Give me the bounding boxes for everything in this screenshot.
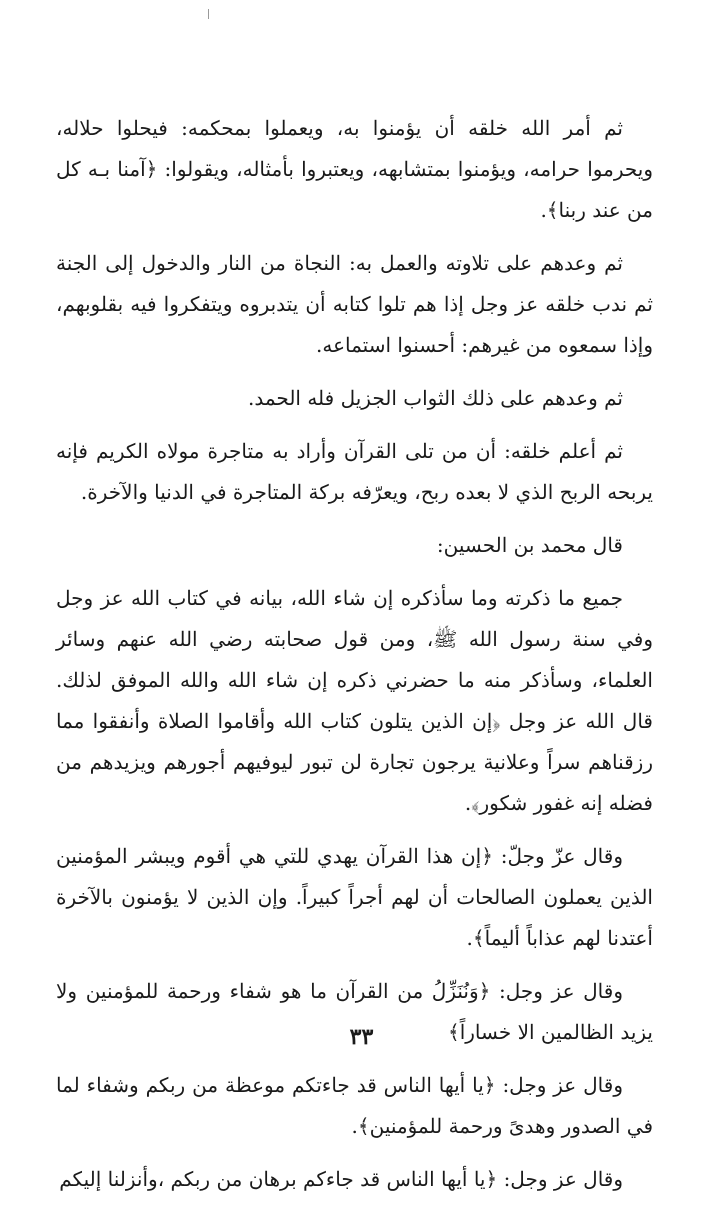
- paragraph: وقال عز وجل: ﴿يا أيها الناس قد جاءتكم موعظة من ربكم وشفاء لما في الصدور وهدىً ورحمة للمؤمنين﴾.: [56, 1073, 653, 1138]
- paragraph: وقال عز وجل: ﴿وَنُنَزِّلُ من القرآن ما هو شفاء ورحمة للمؤمنين ولا يزيد الظالمين الا خساراً﴾: [56, 979, 653, 1044]
- paragraph: ثم وعدهم على تلاوته والعمل به: النجاة من النار والدخول إلى الجنة ثم ندب خلقه عز وجل إذا هم تلوا كتابه أن يتدبروه ويتفكروا فيه بقلوبهم، وإذا سمعوه من غيرهم: أحسنوا استماعه.: [56, 251, 653, 357]
- paragraph: وقال عزّ وجلّ: ﴿إن هذا القرآن يهدي للتي هي أقوم ويبشر المؤمنين الذين يعملون الصالحات أن لهم أجراً كبيراً. وإن الذين لا يؤمنون بالآخرة أعتدنا لهم عذاباً أليماً﴾.: [56, 844, 653, 950]
- paragraph: وقال عز وجل: ﴿يا أيها الناس قد جاءكم برهان من ربكم ،وأنزلنا إليكم: [59, 1167, 623, 1191]
- page-number: ٣٣: [349, 1024, 374, 1050]
- paragraph: ثم أعلم خلقه: أن من تلى القرآن وأراد به متاجرة مولاه الكريم فإنه يربحه الربح الذي لا بعده ربح، ويعرّفه بركة المتاجرة في الدنيا والآخرة.: [56, 439, 653, 504]
- speaker-line: قال محمد بن الحسين:: [436, 533, 623, 557]
- scan-mark: [208, 9, 209, 19]
- paragraph: ثم وعدهم على ذلك الثواب الجزيل فله الحمد.: [248, 386, 623, 410]
- paragraph: ثم أمر الله خلقه أن يؤمنوا به، ويعملوا بمحكمه: فيحلوا حلاله، ويحرموا حرامه، ويؤمنوا بمتشابهه، ويعتبروا بأمثاله، ويقولوا: ﴿آمنا بـه كل من عند ربنا﴾.: [56, 116, 653, 222]
- paragraph: جميع ما ذكرته وما سأذكره إن شاء الله، بيانه في كتاب الله عز وجل وفي سنة رسول الله ﷺ، ومن قول صحابته رضي الله عنهم وسائر العلماء، وسأذكر منه ما حضرني ذكره إن شاء الله والله الموفق لذلك. قال الله عز وجل ﴿إن الذين يتلون كتاب الله وأقاموا الصلاة وأنفقوا مما رزقناهم سراً وعلانية يرجون تجارة لن تبور ليوفيهم أجورهم ويزيدهم من فضله إنه غفور شكور﴾.: [56, 586, 653, 815]
